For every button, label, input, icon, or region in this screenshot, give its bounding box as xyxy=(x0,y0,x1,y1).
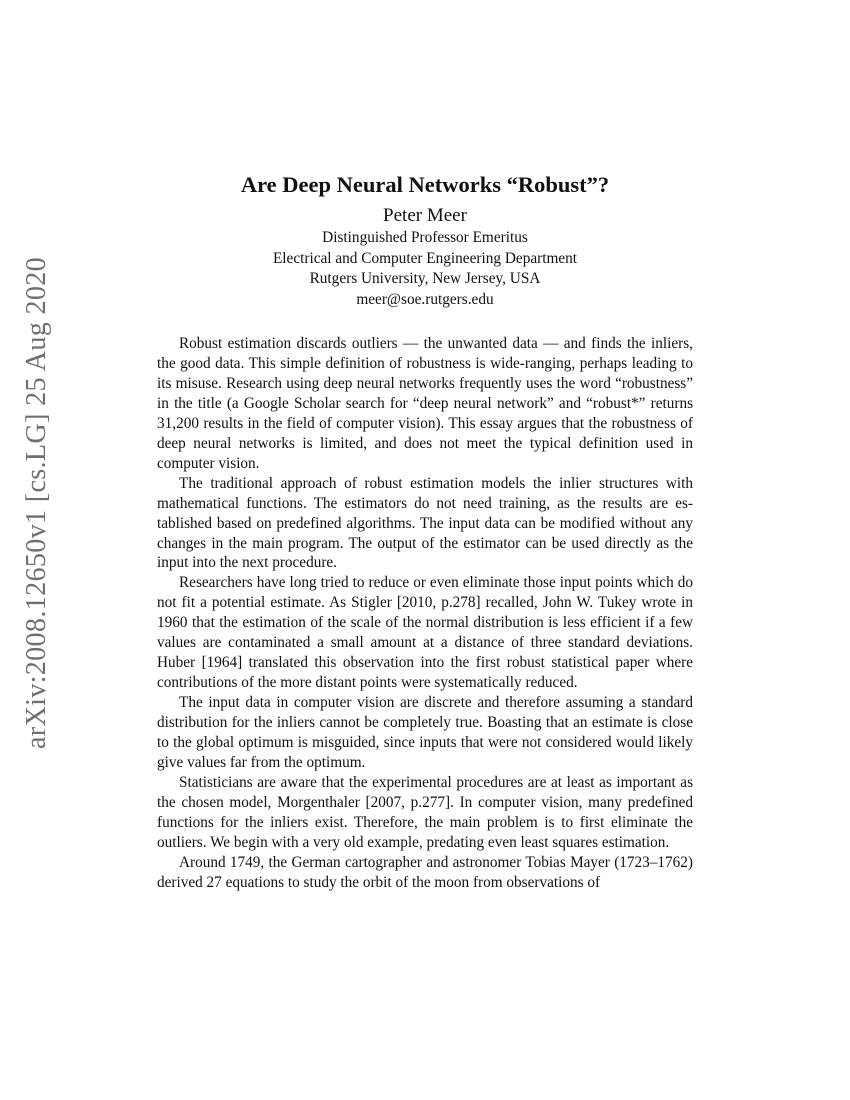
author-email: meer@soe.rutgers.edu xyxy=(356,290,494,308)
arxiv-identifier: arXiv:2008.12650v1 [cs.LG] 25 Aug 2020 xyxy=(21,256,53,750)
paragraph: Statisticians are aware that the experimental procedures are at least as important as the chosen model, Morgenthaler [2007, p.277]. In computer vision, many predefined functions for the inliers exist. Therefore, the main problem is to first eliminate the outliers. We begin with a very old example, predating even least squares estimation. xyxy=(157,773,693,851)
paragraph: Around 1749, the German cartographer and astronomer Tobias Mayer (1723–1762) derived 27 equations to study the orbit of the moon from observations of xyxy=(157,853,693,891)
author-name: Peter Meer xyxy=(383,205,467,226)
paragraph: Robust estimation discards outliers — the unwanted data — and finds the inliers, the good data. This simple definition of robustness is wide-ranging, perhaps leading to its misuse. Research using deep neural networks frequently uses the word “robustness” in the title (a Google Scholar search for “deep neural network” and “robust*” returns 31,200 results in the field of computer vision). This essay argues that the robustness of deep neural networks is limited, and does not meet the typical definition used in computer vision. xyxy=(157,335,693,472)
paragraph: Researchers have long tried to reduce or even eliminate those input points which do not fit a potential estimate. As Stigler [2010, p.278] recalled, John W. Tukey wrote in 1960 that the estimation of the scale of the normal distribution is less efficient if a few values are contaminated a small amount at a distance of three standard deviations. Huber [1964] translated this observation into the first robust statistical paper where contributions of the more distant points were systematically reduced. xyxy=(157,574,693,692)
arxiv-side-label xyxy=(8,256,66,750)
paper-header xyxy=(0,170,850,310)
essay-body xyxy=(157,334,693,893)
author-department: Electrical and Computer Engineering Department xyxy=(272,249,578,267)
paragraph: The traditional approach of robust estimation models the inlier structures with mathematical functions. The estimators do not need training, as the results are established based on predefined algorithms. The input data can be modified without any changes in the main program. The output of the estimator can be used directly as the input into the next procedure. xyxy=(157,474,693,572)
paper-title: Are Deep Neural Networks “Robust”? xyxy=(240,172,610,197)
author-title: Distinguished Professor Emeritus xyxy=(322,229,528,246)
paragraph: The input data in computer vision are discrete and therefore assuming a standard distribution for the inliers cannot be completely true. Boasting that an estimate is close to the global optimum is misguided, since inputs that were not considered would likely give values far from the optimum. xyxy=(157,694,693,772)
author-institution: Rutgers University, New Jersey, USA xyxy=(309,270,541,287)
